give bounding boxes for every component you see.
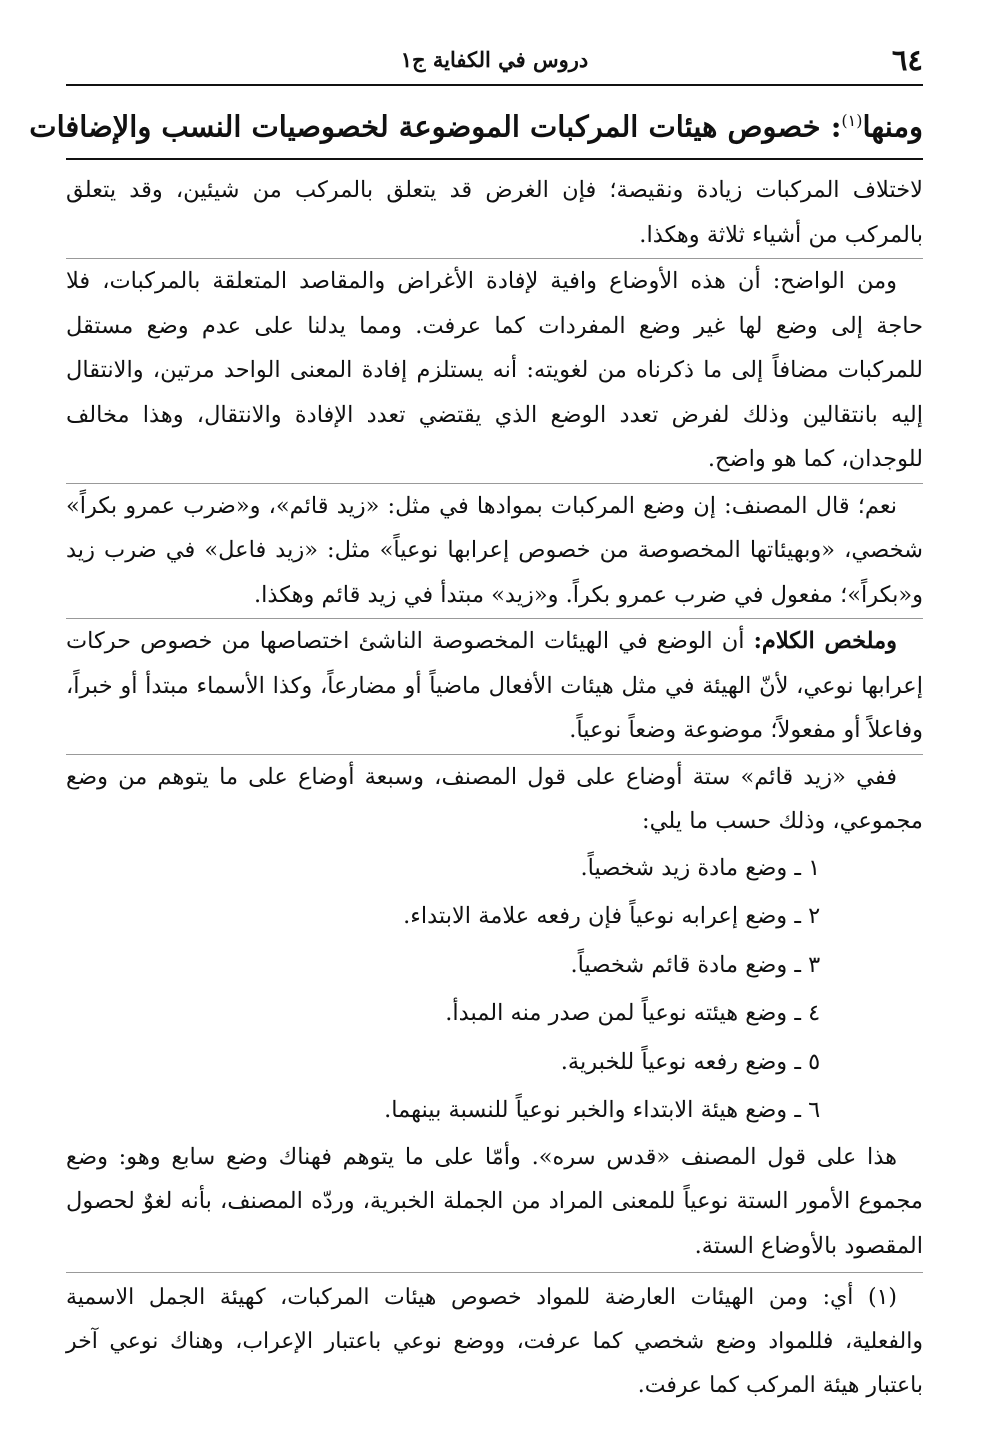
main-text <box>66 168 923 1268</box>
paragraph-clarity: ومن الواضح: أن هذه الأوضاع وافية لإفادة الأغراض والمقاصد المتعلقة بالمركبات، فلا حاجة إلى وضع لها غير وضع المفردات كما عرفت. ومما يدلنا على عدم وضع مستقل للمركبات مضافاً إلى ما ذكرناه من لغويته: أنه يستلزم إفادة المعنى الواحد مرتين، والانتقال إليه بانتقالين وذلك لفرض تعدد الوضع الذي يقتضي تعدد الإفادة والانتقال، وهذا مخالف للوجدان، كما هو واضح. <box>66 258 923 482</box>
section-heading <box>29 96 923 152</box>
paragraph-continuation: لاختلاف المركبات زيادة ونقيصة؛ فإن الغرض قد يتعلق بالمركب من شيئين، وقد يتعلق بالمركب من أشياء ثلاثة وهكذا. <box>66 177 923 248</box>
summary-label: وملخص الكلام: <box>753 628 898 654</box>
paragraph-author-view: نعم؛ قال المصنف: إن وضع المركبات بموادها في مثل: «زيد قائم»، و«ضرب عمرو بكراً» شخصي، «وبهيئاتها المخصوصة من خصوص إعرابها نوعياً» مثل: «زيد فاعل» في ضرب زيد و«بكراً»؛ مفعول في ضرب عمرو بكراً. و«زيد» مبتدأ في زيد قائم وهكذا. <box>66 483 923 618</box>
list-item: ٥ ـ وضع رفعه نوعياً للخبرية. <box>560 1048 821 1075</box>
footnote-text: (١) أي: ومن الهيئات العارضة للمواد خصوص هيئات المركبات، كهيئة الجمل الاسمية والفعلية، فللمواد وضع شخصي كما عرفت، ووضع نوعي باعتبار الإعراب، وهناك نوعي آخر باعتبار هيئة المركب كما عرفت. <box>66 1285 923 1398</box>
list-item: ٢ ـ وضع إعرابه نوعياً فإن رفعه علامة الابتداء. <box>403 903 821 929</box>
heading-lead: ومنها <box>862 109 923 144</box>
running-header <box>66 40 923 80</box>
list-item: ٦ ـ وضع هيئة الابتداء والخبر نوعياً للنسبة بينهما. <box>384 1097 821 1123</box>
heading-text: : خصوص هيئات المركبات الموضوعة لخصوصيات النسب والإضافات <box>29 109 842 144</box>
header-rule <box>66 84 923 86</box>
summary-text: أن الوضع في الهيئات المخصوصة الناشئ اختصاصها من خصوص حركات إعرابها نوعي، لأنّ الهيئة في مثل هيئات الأفعال ماضياً أو مضارعاً، وكذا الأسماء مبتدأ أو خبراً، وفاعلاً أو مفعولاً؛ موضوعة وضعاً نوعياً. <box>66 628 923 743</box>
list-item: ٣ ـ وضع مادة قائم شخصياً. <box>570 951 821 978</box>
footnote-reference: (١) <box>841 111 863 130</box>
heading-rule <box>66 158 923 160</box>
list-item: ١ ـ وضع مادة زيد شخصياً. <box>580 854 821 881</box>
enumeration-list <box>66 844 923 1135</box>
footnote <box>66 1276 923 1408</box>
paragraph-conclusion: هذا على قول المصنف «قدس سره». وأمّا على ما يتوهم فهناك وضع سابع وهو: وضع مجموع الأمور الستة نوعياً للمعنى المراد من الجملة الخبرية، وردّه المصنف، بأنه لغوٌ لحصول المقصود بالأوضاع الستة. <box>66 1143 923 1259</box>
list-item: ٤ ـ وضع هيئته نوعياً لمن صدر منه المبدأ. <box>445 1000 821 1026</box>
page-number: ٦٤ <box>891 43 923 77</box>
paragraph-summary <box>66 618 923 753</box>
paragraph-enumeration-intro: ففي «زيد قائم» ستة أوضاع على قول المصنف، وسبعة أوضاع على ما يتوهم من وضع مجموعي، وذلك حسب ما يلي: <box>66 754 923 844</box>
book-title: دروس في الكفاية ج١ <box>400 47 589 72</box>
footnote-rule <box>66 1272 923 1273</box>
